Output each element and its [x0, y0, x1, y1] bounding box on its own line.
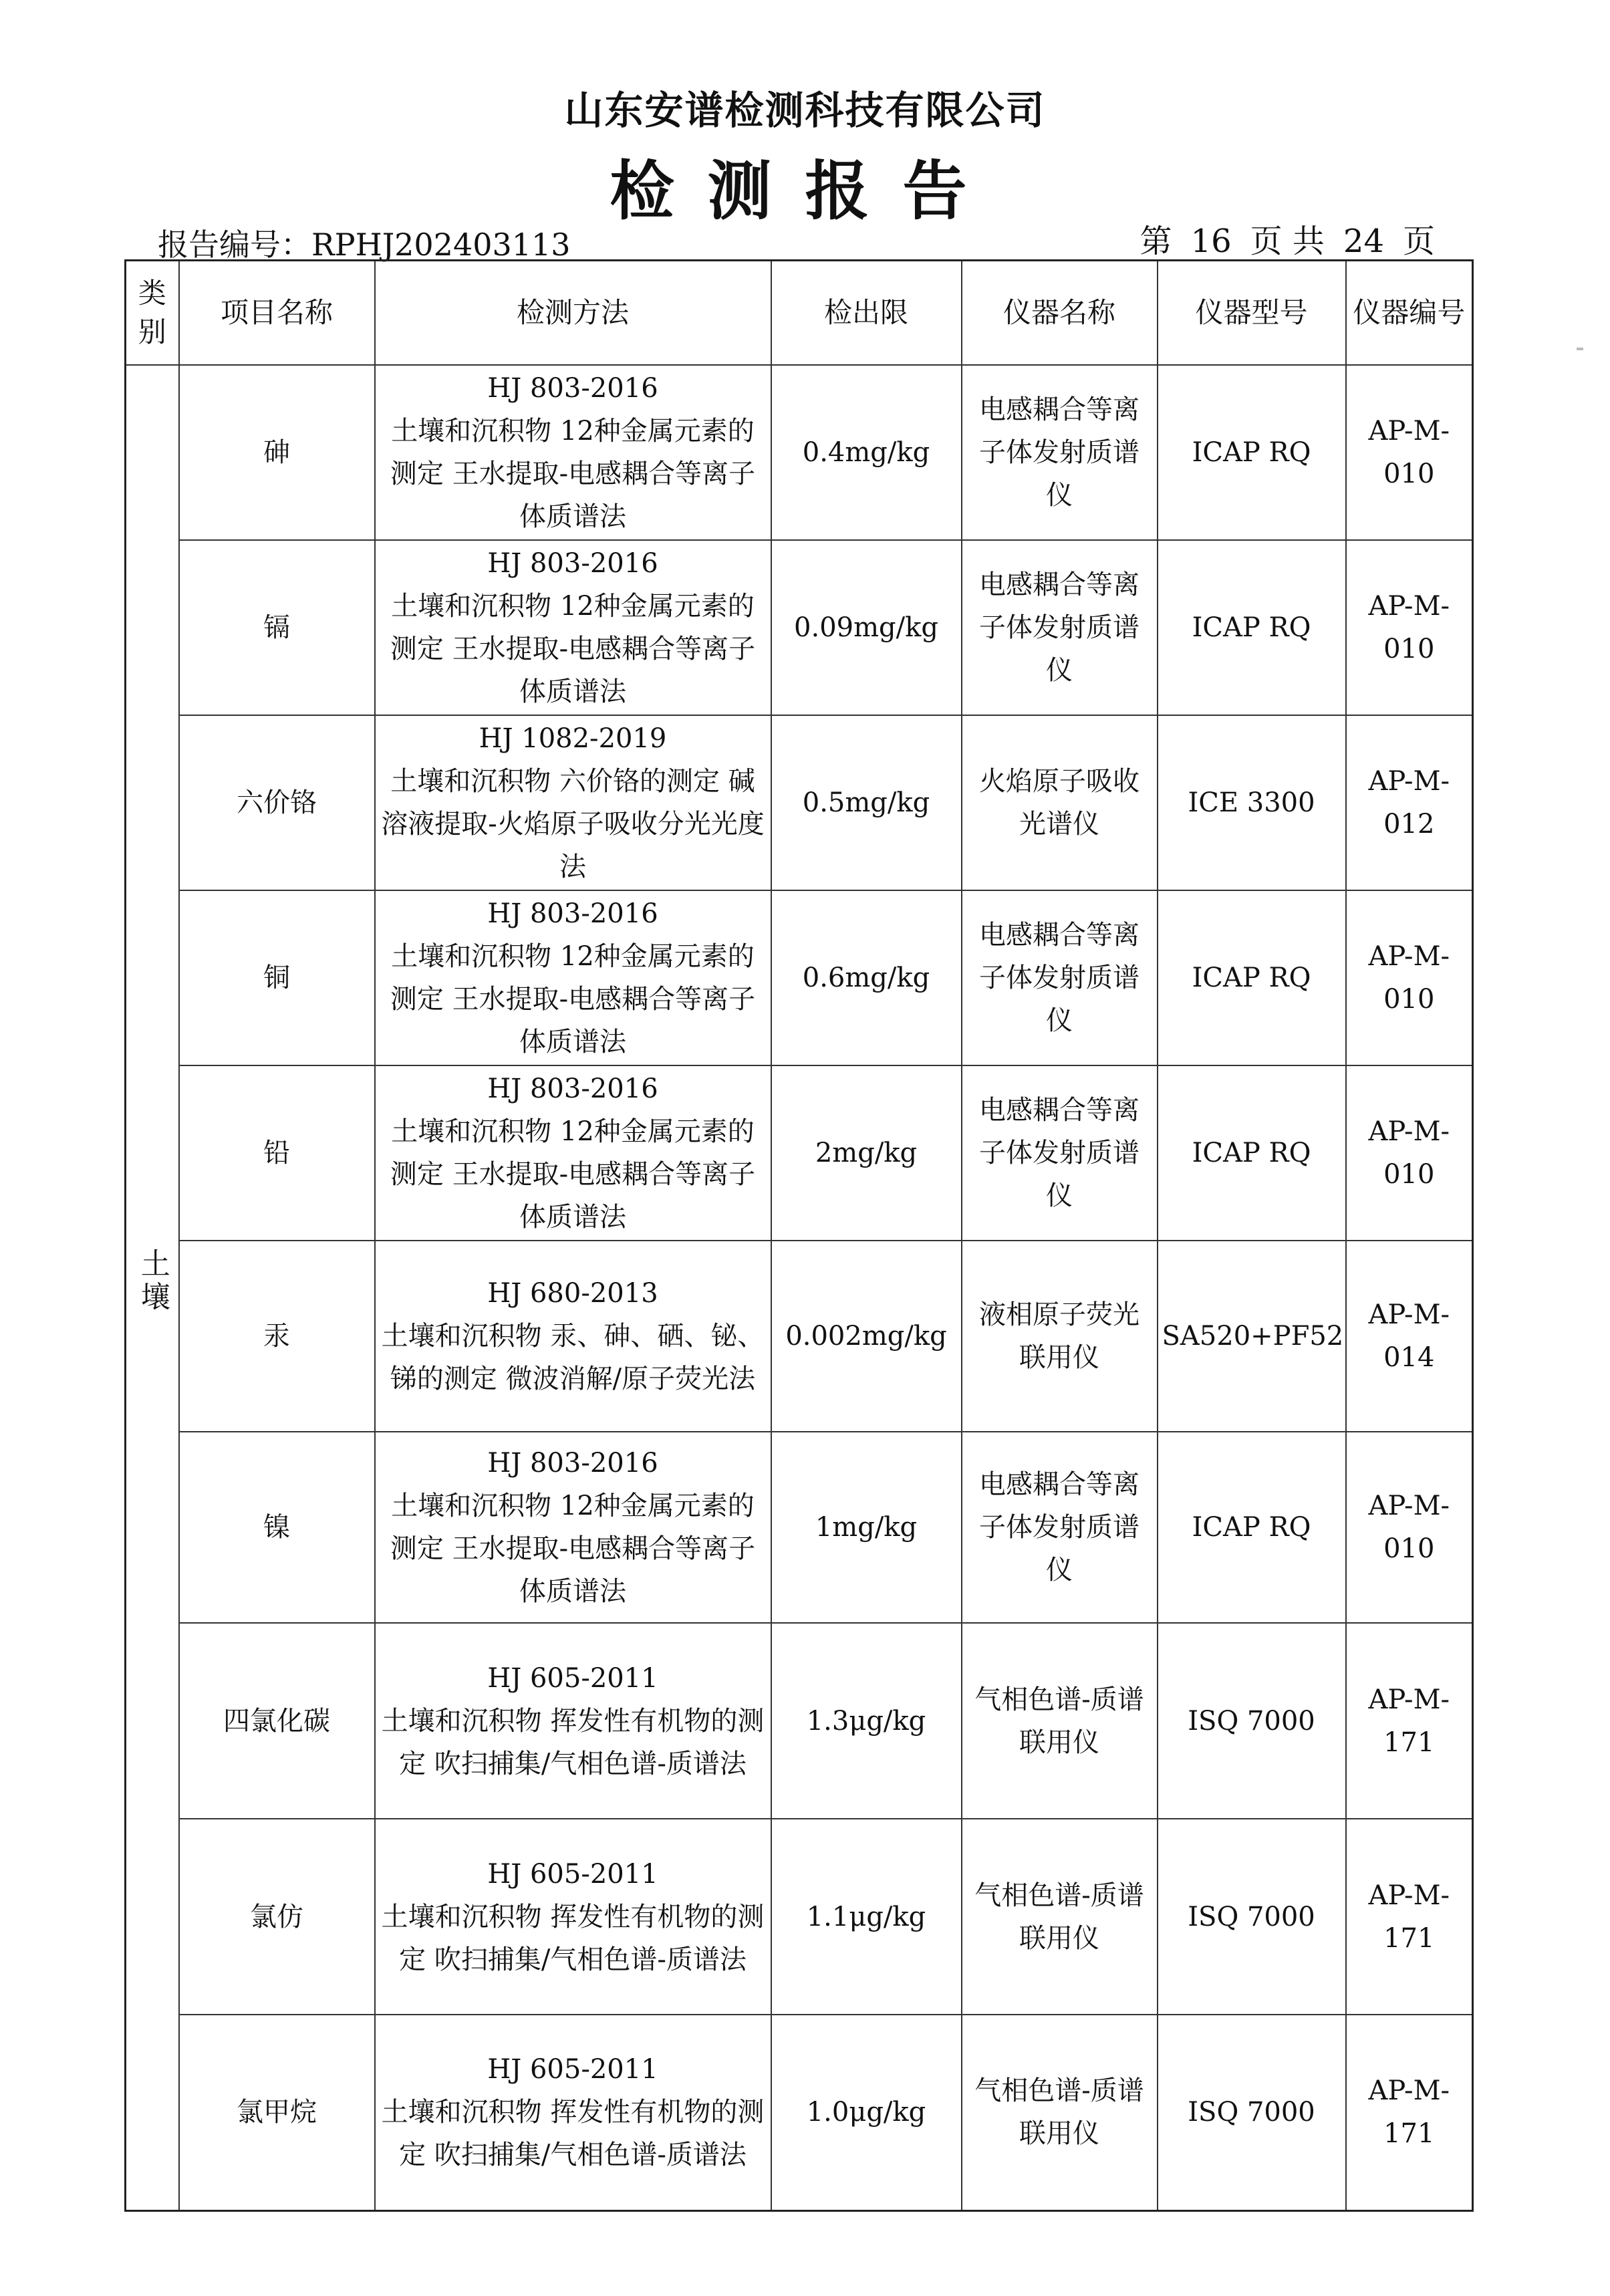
method-cell	[375, 1819, 771, 2015]
method-cell	[375, 890, 771, 1065]
limit-cell: 2mg/kg	[771, 1065, 962, 1241]
method-desc: 土壤和沉积物 六价铬的测定 碱溶液提取-火焰原子吸收分光光度法	[381, 766, 765, 882]
method-code: HJ 605-2011	[487, 2054, 658, 2085]
limit-cell: 1.3μg/kg	[771, 1623, 962, 1819]
method-cell	[375, 1623, 771, 1819]
company-name: 山东安谱检测科技有限公司	[564, 88, 1046, 133]
page-prefix: 第	[1139, 223, 1172, 260]
model-cell: ICE 3300	[1158, 715, 1346, 890]
header-method: 检测方法	[375, 261, 771, 366]
number-cell: AP-M-010	[1346, 890, 1473, 1065]
number-cell: AP-M-171	[1346, 1819, 1473, 2015]
model-cell: SA520+PF52	[1158, 1241, 1346, 1432]
item-cell: 铅	[179, 1065, 375, 1241]
page-suffix: 页	[1402, 223, 1435, 260]
item-cell: 砷	[179, 365, 375, 540]
header-limit: 检出限	[771, 261, 962, 366]
item-cell: 氯甲烷	[179, 2015, 375, 2210]
method-code: HJ 803-2016	[487, 548, 658, 579]
header-model: 仪器型号	[1158, 261, 1346, 366]
item-cell: 铜	[179, 890, 375, 1065]
method-code: HJ 803-2016	[487, 373, 658, 404]
table-row	[126, 715, 1473, 890]
test-method-table	[124, 259, 1474, 2212]
item-cell: 汞	[179, 1241, 375, 1432]
item-cell: 氯仿	[179, 1819, 375, 2015]
method-desc: 土壤和沉积物 挥发性有机物的测定 吹扫捕集/气相色谱-质谱法	[381, 2097, 765, 2171]
model-cell: ICAP RQ	[1158, 1065, 1346, 1241]
table-row	[126, 1432, 1473, 1623]
header-number: 仪器编号	[1346, 261, 1473, 366]
instrument-cell: 电感耦合等离子体发射质谱仪	[962, 890, 1158, 1065]
instrument-cell: 电感耦合等离子体发射质谱仪	[962, 1432, 1158, 1623]
category-cell	[126, 365, 179, 2210]
instrument-cell: 液相原子荧光联用仪	[962, 1241, 1158, 1432]
instrument-cell: 气相色谱-质谱联用仪	[962, 2015, 1158, 2210]
item-cell: 镉	[179, 540, 375, 715]
method-desc: 土壤和沉积物 12种金属元素的测定 王水提取-电感耦合等离子体质谱法	[390, 1116, 756, 1233]
number-cell: AP-M-010	[1346, 540, 1473, 715]
model-cell: ISQ 7000	[1158, 2015, 1346, 2210]
item-cell: 六价铬	[179, 715, 375, 890]
header-instrument: 仪器名称	[962, 261, 1158, 366]
limit-cell: 0.5mg/kg	[771, 715, 962, 890]
table-row	[126, 1819, 1473, 2015]
report-title: 检测报告	[610, 154, 1000, 229]
table-row	[126, 890, 1473, 1065]
page-mid: 页 共	[1250, 223, 1325, 260]
method-cell	[375, 1065, 771, 1241]
method-code: HJ 803-2016	[487, 898, 658, 929]
number-cell: AP-M-012	[1346, 715, 1473, 890]
number-cell: AP-M-014	[1346, 1241, 1473, 1432]
method-desc: 土壤和沉积物 挥发性有机物的测定 吹扫捕集/气相色谱-质谱法	[381, 1705, 765, 1779]
limit-cell: 1.1μg/kg	[771, 1819, 962, 2015]
instrument-cell: 气相色谱-质谱联用仪	[962, 1819, 1158, 2015]
header-category: 类别	[126, 261, 179, 366]
item-cell: 四氯化碳	[179, 1623, 375, 1819]
number-cell: AP-M-171	[1346, 1623, 1473, 1819]
report-number-label: 报告编号：	[158, 227, 311, 263]
limit-cell: 0.4mg/kg	[771, 365, 962, 540]
instrument-cell: 电感耦合等离子体发射质谱仪	[962, 1065, 1158, 1241]
table-row	[126, 2015, 1473, 2210]
method-desc: 土壤和沉积物 12种金属元素的测定 王水提取-电感耦合等离子体质谱法	[390, 941, 756, 1057]
method-cell	[375, 1241, 771, 1432]
number-cell: AP-M-010	[1346, 365, 1473, 540]
instrument-cell: 电感耦合等离子体发射质谱仪	[962, 540, 1158, 715]
instrument-cell: 电感耦合等离子体发射质谱仪	[962, 365, 1158, 540]
method-cell	[375, 540, 771, 715]
method-cell	[375, 1432, 771, 1623]
model-cell: ISQ 7000	[1158, 1819, 1346, 2015]
method-cell	[375, 365, 771, 540]
model-cell: ISQ 7000	[1158, 1623, 1346, 1819]
model-cell: ICAP RQ	[1158, 540, 1346, 715]
limit-cell: 1mg/kg	[771, 1432, 962, 1623]
limit-cell: 0.09mg/kg	[771, 540, 962, 715]
model-cell: ICAP RQ	[1158, 1432, 1346, 1623]
number-cell: AP-M-010	[1346, 1432, 1473, 1623]
report-number-value: RPHJ202403113	[311, 227, 571, 263]
method-desc: 土壤和沉积物 12种金属元素的测定 王水提取-电感耦合等离子体质谱法	[390, 591, 756, 707]
method-code: HJ 680-2013	[487, 1278, 658, 1309]
page-total: 24	[1343, 223, 1384, 260]
instrument-cell: 火焰原子吸收光谱仪	[962, 715, 1158, 890]
table-row	[126, 365, 1473, 540]
method-cell	[375, 715, 771, 890]
table-header-row	[126, 261, 1473, 366]
method-desc: 土壤和沉积物 汞、砷、硒、铋、锑的测定 微波消解/原子荧光法	[381, 1321, 765, 1394]
page-current: 16	[1190, 223, 1232, 260]
instrument-cell: 气相色谱-质谱联用仪	[962, 1623, 1158, 1819]
limit-cell: 0.002mg/kg	[771, 1241, 962, 1432]
limit-cell: 1.0μg/kg	[771, 2015, 962, 2210]
method-desc: 土壤和沉积物 12种金属元素的测定 王水提取-电感耦合等离子体质谱法	[390, 1491, 756, 1607]
table-row	[126, 540, 1473, 715]
method-desc: 土壤和沉积物 12种金属元素的测定 王水提取-电感耦合等离子体质谱法	[390, 416, 756, 532]
method-code: HJ 803-2016	[487, 1073, 658, 1104]
table-row	[126, 1623, 1473, 1819]
table-row	[126, 1241, 1473, 1432]
method-code: HJ 605-2011	[487, 1662, 658, 1694]
header-item: 项目名称	[179, 261, 375, 366]
report-number	[158, 221, 571, 265]
model-cell: ICAP RQ	[1158, 890, 1346, 1065]
table-row	[126, 1065, 1473, 1241]
limit-cell: 0.6mg/kg	[771, 890, 962, 1065]
number-cell: AP-M-010	[1346, 1065, 1473, 1241]
page-indicator	[1131, 215, 1444, 261]
method-cell	[375, 2015, 771, 2210]
method-code: HJ 605-2011	[487, 1858, 658, 1890]
method-desc: 土壤和沉积物 挥发性有机物的测定 吹扫捕集/气相色谱-质谱法	[381, 1901, 765, 1975]
method-code: HJ 803-2016	[487, 1448, 658, 1479]
model-cell: ICAP RQ	[1158, 365, 1346, 540]
scan-mark	[1577, 348, 1583, 350]
category-label: 土壤	[135, 1247, 170, 1315]
number-cell: AP-M-171	[1346, 2015, 1473, 2210]
method-code: HJ 1082-2019	[479, 723, 667, 754]
item-cell: 镍	[179, 1432, 375, 1623]
